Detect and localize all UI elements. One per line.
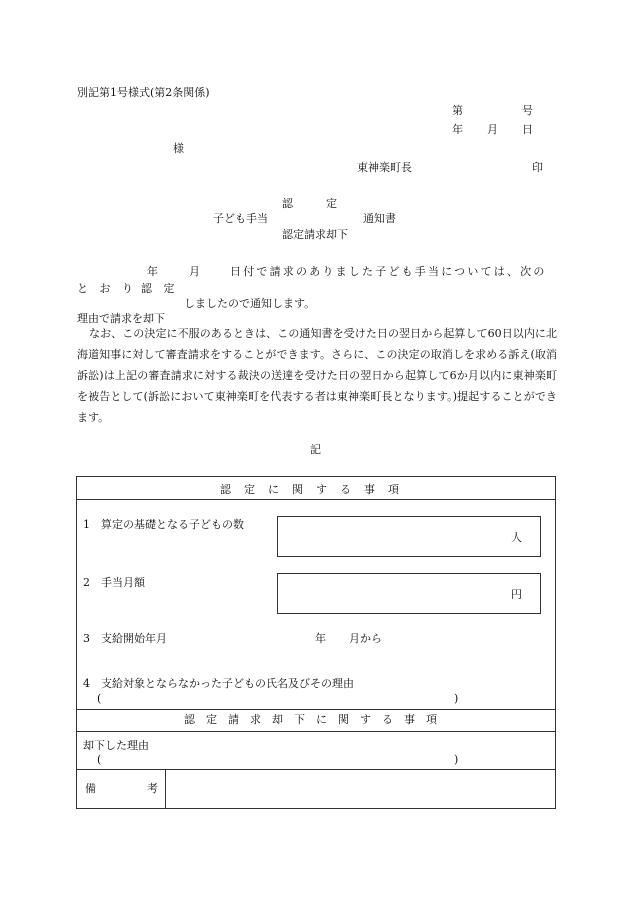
rejection-paren-close: ) <box>454 753 459 766</box>
section-header-nintei: 認定に関する事項 <box>220 483 412 496</box>
remarks-label-1: 備 <box>85 782 96 795</box>
seal-mark: 印 <box>532 161 543 174</box>
remarks-divider <box>165 769 166 809</box>
date-year: 年 <box>452 123 463 136</box>
child-count-field[interactable] <box>277 516 541 557</box>
number-suffix: 号 <box>522 104 533 117</box>
monthly-amount-field[interactable] <box>277 573 541 614</box>
intro-line2-end: しましたので通知します。 <box>184 297 316 310</box>
section-header-kyakka: 認定請求却下に関する事項 <box>184 713 448 726</box>
rejection-reason-label: 却下した理由 <box>83 739 149 752</box>
rejection-paren-open: ( <box>97 753 102 766</box>
appeal-notice: なお、この決定に不服のあるときは、この通知書を受けた日の翌日から起算して60日以内に北海道知事に対して審査請求をすることができます。さらに、この決定の取消しを求める訴え(取消訴訟)は上記の審査請求に対する裁決の送達を受けた日の翌日から起算して6か月以内に東神楽町を被告として(訴訟において東神楽町を代表する者は東神楽町長となります。)提起することができます。 <box>77 327 557 424</box>
intro-year: 年 <box>147 265 158 278</box>
remarks-label-2: 考 <box>147 782 158 795</box>
item1-label: 1 算定の基礎となる子どもの数 <box>83 518 244 531</box>
item2-label: 2 手当月額 <box>83 576 145 589</box>
title-subject: 子ども手当 <box>213 212 268 225</box>
divider <box>77 499 555 500</box>
date-month: 月 <box>487 123 498 136</box>
divider <box>77 769 555 770</box>
monthly-amount-unit: 円 <box>511 588 522 601</box>
date-day: 日 <box>522 123 533 136</box>
intro-nintei: 認 定 <box>141 282 179 295</box>
title-option-nintei: 認 定 <box>282 197 337 210</box>
intro-month: 月 <box>189 265 200 278</box>
title-suffix: 通知書 <box>363 212 396 225</box>
divider <box>77 731 555 732</box>
intro-kyakka: 理由で請求を却下 <box>77 312 165 325</box>
issuer-name: 東神楽町長 <box>357 161 412 174</box>
item4-label: 4 支給対象とならなかった子どもの氏名及びその理由 <box>83 677 354 690</box>
addressee-suffix: 様 <box>173 142 184 155</box>
divider <box>77 709 555 710</box>
item4-paren-close: ) <box>454 692 459 705</box>
intro-line2-start: と お り <box>77 282 137 295</box>
title-option-kyakka: 認定請求却下 <box>282 228 348 241</box>
details-table <box>76 476 556 809</box>
form-label: 別記第1号様式(第2条関係) <box>77 86 210 99</box>
child-count-unit: 人 <box>511 531 522 544</box>
item3-label: 3 支給開始年月 <box>83 632 167 645</box>
start-year: 年 <box>315 632 326 645</box>
ki-heading: 記 <box>310 443 321 456</box>
number-prefix: 第 <box>452 104 463 117</box>
item4-paren-open: ( <box>97 692 102 705</box>
intro-text: 日付で請求のありました子ども手当については、次の <box>230 265 547 278</box>
start-month: 月から <box>349 632 382 645</box>
